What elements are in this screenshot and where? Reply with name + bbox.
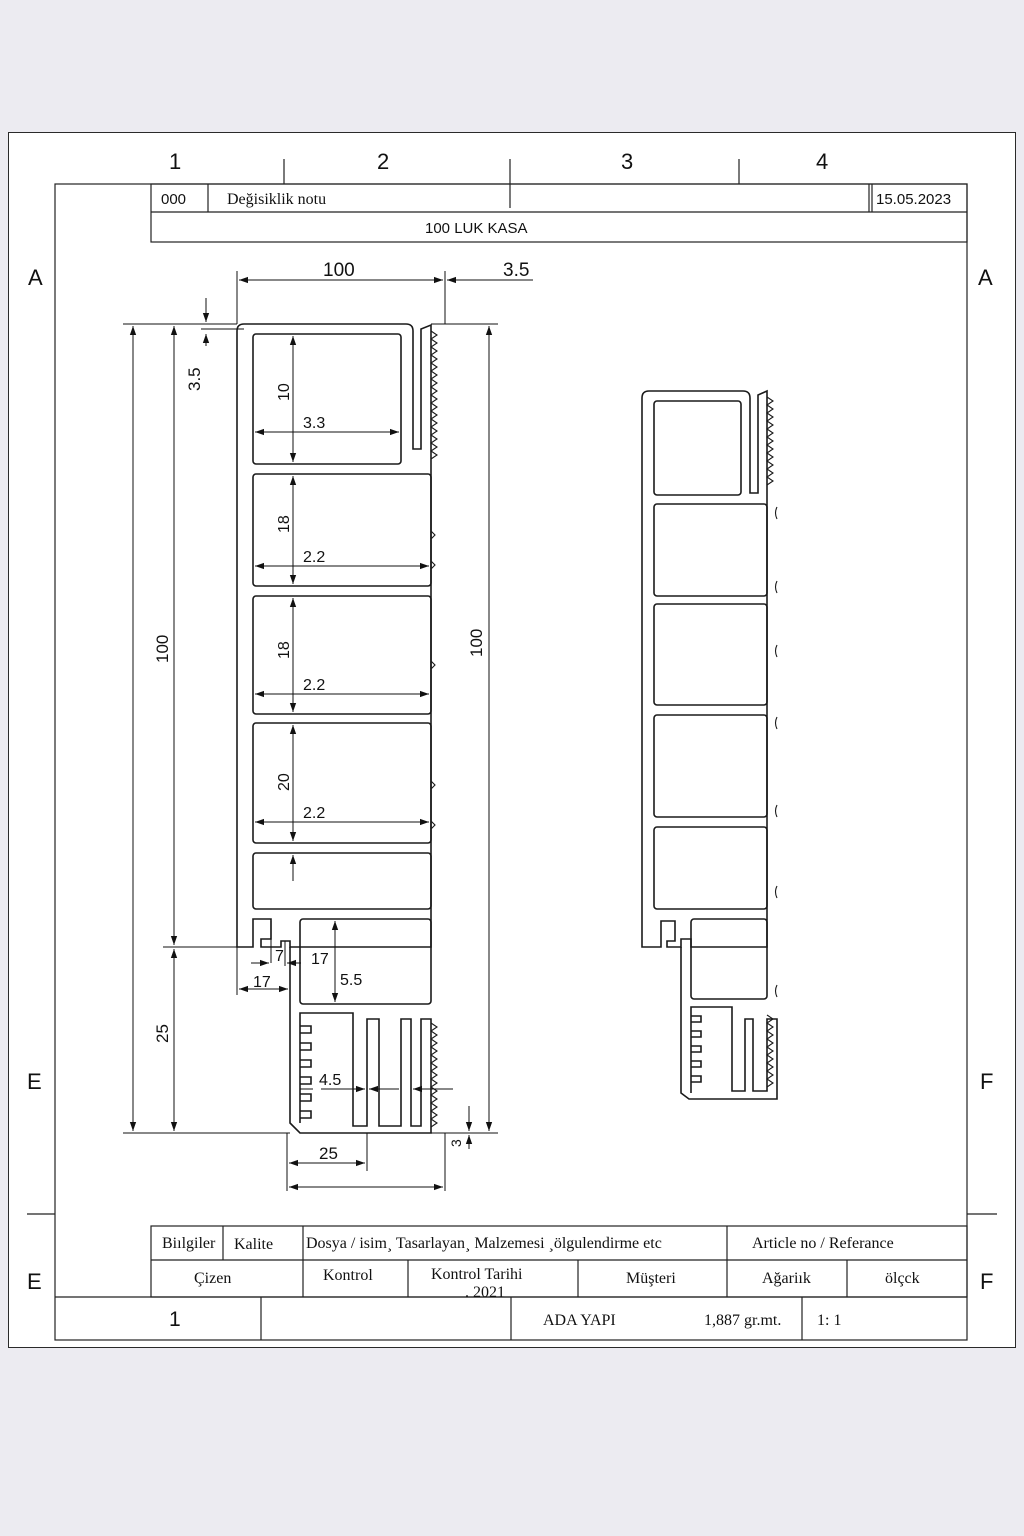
tb-sheet-no: 1: [169, 1308, 181, 1331]
tb-info: Biılgiler: [162, 1235, 216, 1252]
dim-left-offset: 3.5: [185, 367, 204, 391]
dim-cell3-height: 18: [276, 641, 293, 659]
tb-article-no: Article no / Referance: [752, 1235, 894, 1252]
dim-cell4-wall: 2.2: [303, 805, 326, 822]
revision-number: 000: [161, 191, 187, 208]
tb-checked: Kontrol: [323, 1267, 373, 1284]
dim-bottom-25: 25: [319, 1144, 338, 1163]
column-label-4: 4: [816, 149, 829, 174]
revision-date: 15.05.2023: [876, 191, 952, 208]
plain-profile-serrations: [767, 397, 777, 1087]
tb-company: ADA YAPI: [543, 1312, 616, 1329]
dimension-lines: [123, 271, 533, 1191]
tb-weight-label: Ağariık: [762, 1270, 811, 1287]
dim-wall-5-5: 5.5: [340, 972, 363, 989]
dim-total-height-left: 100: [153, 634, 172, 663]
drawing-sheet: [8, 132, 1016, 1348]
technical-drawing: [9, 133, 1017, 1349]
dim-bottom-3: 3: [448, 1139, 464, 1147]
dim-cell2-height: 18: [276, 515, 293, 533]
profile-section-main: [237, 324, 431, 1133]
tb-customer: Müşteri: [626, 1270, 676, 1287]
drawing-title: 100 LUK KASA: [425, 220, 528, 237]
tb-drawn-by: Çizen: [194, 1270, 232, 1287]
row-label-left-e: E: [27, 1069, 42, 1094]
dim-top-offset: 3.5: [503, 260, 530, 281]
tb-scale-label: ölçck: [885, 1270, 920, 1287]
row-label-left-e2: E: [27, 1269, 42, 1294]
dim-cell4-height: 20: [276, 773, 293, 791]
column-label-2: 2: [377, 149, 390, 174]
dim-leg-height: 25: [153, 1024, 172, 1043]
dim-notch-17b: 17: [253, 974, 271, 991]
tb-weight: 1,887 gr.mt.: [704, 1312, 782, 1329]
inner-frame: [27, 159, 997, 1340]
tb-scale: 1: 1: [817, 1312, 842, 1329]
title-block-text: [162, 1235, 920, 1329]
dim-top-width: 100: [323, 260, 355, 281]
dim-notch-7: 7: [275, 948, 284, 965]
tb-check-year: . 2021: [465, 1284, 505, 1301]
frame-zone-labels: [27, 149, 993, 1294]
profile-serrations: [431, 331, 437, 1127]
dim-cell1-wall: 3.3: [303, 415, 326, 432]
dim-cell3-wall: 2.2: [303, 677, 326, 694]
row-label-right-f: F: [980, 1069, 994, 1094]
tb-quality: Kalite: [234, 1236, 274, 1253]
column-label-3: 3: [621, 149, 634, 174]
column-label-1: 1: [169, 149, 182, 174]
dimension-labels: [153, 260, 529, 1163]
row-label-right-a: A: [978, 265, 993, 290]
row-label-left-a: A: [28, 265, 43, 290]
row-label-right-f2: F: [980, 1269, 994, 1294]
profile-section-plain: [642, 391, 777, 1099]
dim-teeth-4-5: 4.5: [319, 1072, 342, 1089]
change-note-label: Değisiklik notu: [227, 191, 327, 208]
dim-cell1-height: 10: [276, 383, 293, 401]
dim-total-height-right: 100: [467, 628, 486, 657]
dim-cell2-wall: 2.2: [303, 549, 326, 566]
dim-notch-17: 17: [311, 951, 329, 968]
tb-check-date: Kontrol Tarihi: [431, 1266, 523, 1283]
tb-file-info: Dosya / isim¸ Tasarlayan¸ Malzemesi ¸ölgulendirme etc: [306, 1235, 662, 1252]
